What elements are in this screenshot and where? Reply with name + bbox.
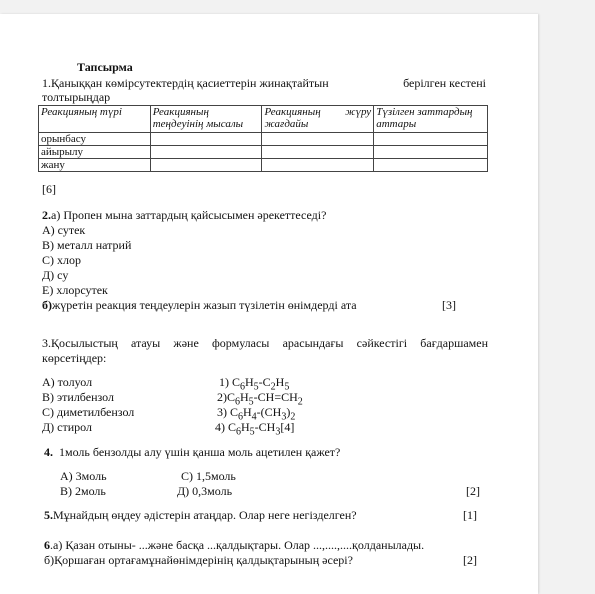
formula-subscript: 3: [275, 426, 281, 438]
formula-subscript: 2: [270, 381, 276, 393]
formula-part: H: [241, 420, 250, 434]
formula-subscript: 2: [297, 396, 303, 408]
q5-number: 5.: [44, 508, 53, 522]
q3-name: Д) стирол: [42, 420, 93, 434]
header-cell-text: Түзілген заттардың: [376, 106, 473, 118]
worksheet-page: [0, 14, 538, 594]
table-row: [39, 146, 488, 159]
q4-option: А) 3моль: [60, 469, 107, 483]
q2-option: С) хлор: [42, 253, 81, 267]
q1-intro-left: 1.Қаныққан көмірсутектердің қасиеттерін жинақтайтын: [42, 76, 329, 90]
q3-text-line2: көрсетіңдер:: [42, 351, 107, 365]
formula-subscript: 6: [240, 381, 245, 393]
q4-points: [2]: [466, 484, 480, 498]
q3-name: А) толуол: [42, 375, 93, 389]
formula-part: 1) C: [219, 375, 240, 389]
formula-part: -CH: [254, 420, 276, 434]
table-row: [39, 133, 488, 146]
q2-question: [42, 208, 326, 222]
header-reaction-type: [39, 106, 151, 133]
formula-part: -(CH: [256, 405, 282, 419]
q1-intro-line2: толтырыңдар: [42, 90, 111, 104]
q6-number: 6: [44, 538, 50, 552]
formula-part: 4) C: [215, 420, 236, 434]
q6-line2: [44, 553, 353, 567]
formula-part: 3) C: [217, 405, 238, 419]
q4-number: 4.: [44, 445, 53, 459]
q5-question: [44, 508, 357, 522]
formula-subscript: 6: [236, 426, 241, 438]
header-cell-text: Реакцияның: [264, 106, 321, 118]
q1-points: [6]: [42, 182, 56, 196]
q2-part-b: [42, 298, 357, 312]
table-header-row: [39, 106, 488, 133]
answer-cell[interactable]: [262, 159, 374, 172]
q3-formula-4: [215, 420, 294, 439]
q2-option: Е) хлорсутек: [42, 283, 108, 297]
answer-cell[interactable]: [150, 146, 262, 159]
header-cell-text: теңдеуінің мысалы: [152, 118, 244, 130]
formula-subscript: 3: [281, 411, 287, 423]
formula-subscript: 4: [251, 411, 257, 423]
row-label: орынбасу: [39, 133, 151, 146]
formula-subscript: 6: [235, 396, 240, 408]
header-products: [374, 106, 488, 133]
q5-text: Мұнайдың өңдеу әдістерін атаңдар. Олар неге негізделген?: [53, 508, 357, 522]
answer-cell[interactable]: [262, 133, 374, 146]
formula-subscript: 5: [284, 381, 290, 393]
task-title: Тапсырма: [77, 60, 133, 74]
formula-part: H: [240, 390, 249, 404]
header-equation-example: [150, 106, 262, 133]
q6-line1: [44, 538, 424, 552]
q6-text-a: .а) Қазан отыны- ...және басқа ...қалдықтары. Олар ...,....,....қолданылады.: [50, 538, 425, 552]
header-cell-text: жүру: [345, 106, 372, 118]
answer-cell[interactable]: [374, 133, 488, 146]
formula-subscript: 5: [248, 396, 254, 408]
q6-text-b: б)Қоршаған ортаға: [44, 553, 142, 567]
q6-points: [2]: [463, 553, 477, 567]
header-conditions: [262, 106, 374, 133]
header-cell-text: Реакцияның: [152, 106, 209, 118]
answer-cell[interactable]: [150, 159, 262, 172]
answer-cell[interactable]: [374, 159, 488, 172]
q5-points: [1]: [463, 508, 477, 522]
header-cell-text: аттары: [376, 118, 417, 130]
formula-subscript: 5: [253, 381, 259, 393]
formula-part: ): [286, 405, 291, 419]
q6-text-b2: мұнай: [141, 553, 173, 567]
q4-option: В) 2моль: [60, 484, 106, 498]
formula-part: 2)C: [217, 390, 235, 404]
reactions-table: [38, 105, 488, 172]
formula-subscript: 5: [249, 426, 255, 438]
q2-points: [3]: [442, 298, 456, 312]
table-row: [39, 159, 488, 172]
answer-cell[interactable]: [262, 146, 374, 159]
q2-b-text: жүретін реакция теңдеулерін жазып түзілетін өнімдерді ата: [52, 298, 357, 312]
row-label: айырылу: [39, 146, 151, 159]
q3-name: В) этилбензол: [42, 390, 114, 404]
q2-option: Д) су: [42, 268, 69, 282]
q2-text: а) Пропен мына заттардың қайсысымен әрекеттеседі?: [51, 208, 327, 222]
formula-part: H: [243, 405, 252, 419]
row-label: жану: [39, 159, 151, 172]
q6-text-b3: өнімдерінің қалдықтарының әсері?: [172, 553, 353, 567]
formula-part: H: [275, 375, 285, 389]
q1-intro-line1: [42, 76, 486, 90]
q4-question: [44, 445, 340, 459]
answer-cell[interactable]: [374, 146, 488, 159]
q2-option: В) металл натрий: [42, 238, 132, 252]
formula-subscript: 6: [238, 411, 243, 423]
formula-part: [4]: [280, 420, 295, 434]
q2-number: 2.: [42, 208, 51, 222]
answer-cell[interactable]: [150, 133, 262, 146]
q4-option: Д) 0,3моль: [177, 484, 233, 498]
header-cell-text: жағдайы: [264, 118, 309, 130]
header-cell-line: [264, 106, 371, 118]
q1-intro-right: берілген кестені: [403, 76, 486, 90]
q3-text-line1: 3.Қосылыстың атауы және формуласы арасындағы сәйкестігі бағдаршамен: [42, 336, 488, 350]
q2-option: А) сутек: [42, 223, 86, 237]
formula-subscript: 2: [290, 411, 296, 423]
q4-option: С) 1,5моль: [181, 469, 236, 483]
formula-part: -C: [258, 375, 271, 389]
header-cell-text: Реакцияның түрі: [41, 106, 122, 118]
q2-b-label: б): [42, 298, 52, 312]
q4-text: 1моль бензолды алу үшін қанша моль ацетилен қажет?: [59, 445, 341, 459]
formula-part: -CH=CH: [253, 390, 298, 404]
formula-part: H: [245, 375, 254, 389]
q3-name: С) диметилбензол: [42, 405, 135, 419]
